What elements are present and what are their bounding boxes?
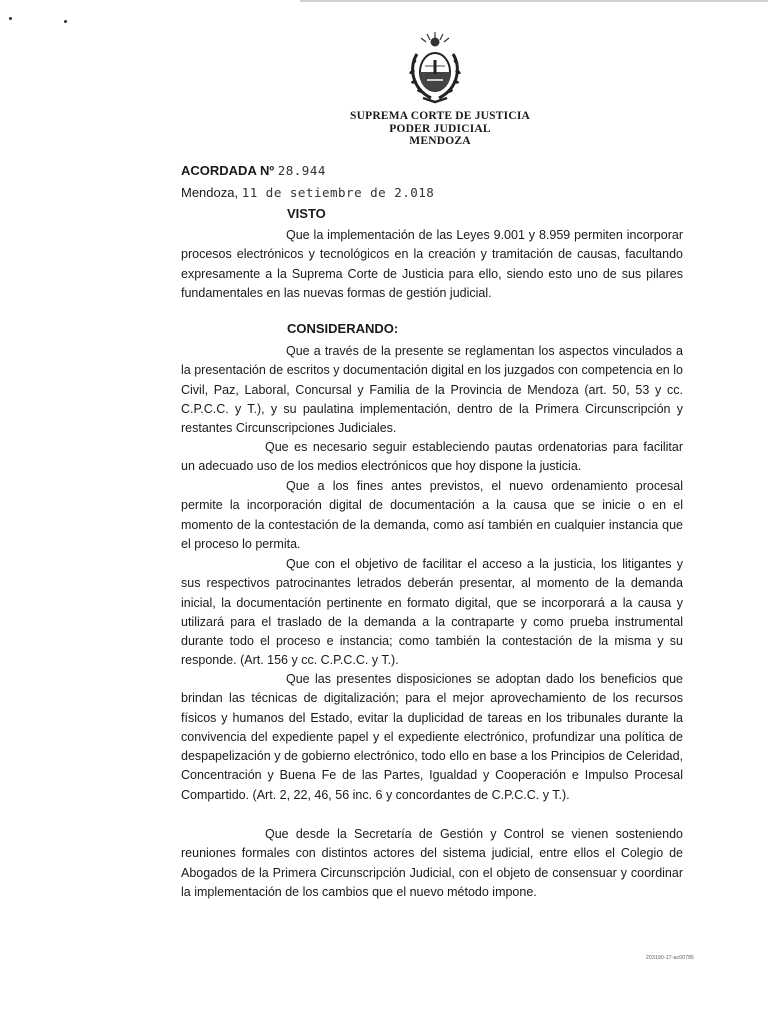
acordada-label: ACORDADA Nº [181, 163, 275, 178]
considerando-text: Que con el objetivo de facilitar el acceso a la justicia, los litigantes y sus respectivos patrocinantes letrados deberán presentar, al momento de la demanda inicial, la documentación pertinente en formato digital, que se incorporará a la causa y utilizará para el traslado de la demanda a la contraparte y como prueba instrumental durante todo el proceso e instancia; como también la contestación de la misma y su responde. (Art. 156 y cc. C.P.C.C. y T.). [181, 557, 683, 668]
date-line [181, 185, 434, 200]
coat-of-arms-icon [405, 30, 465, 106]
acordada-number: 28.944 [277, 163, 326, 178]
considerando-text: Que a través de la presente se reglamentan los aspectos vinculados a la presentación de escritos y documentación digital en los juzgados con competencia en lo Civil, Paz, Laboral, Concursal y Familia de la Provincia de Mendoza (art. 50, 53 y cc. C.P.C.C. y T.), y su paulatina implementación, dentro de la Primera Circunscripción y restantes Circunscripciones Judiciales. [181, 344, 683, 436]
considerando-paragraph [181, 438, 683, 477]
considerando-paragraph [181, 670, 683, 805]
visto-paragraph [181, 226, 683, 303]
considerando-paragraph [181, 477, 683, 554]
date-value: 11 de setiembre de 2.018 [241, 185, 435, 200]
considerando-paragraph [181, 342, 683, 438]
date-city: Mendoza, [181, 185, 239, 200]
document-code: 203190-17-ac00785 [646, 955, 695, 961]
considerando-text: Que a los fines antes previstos, el nuevo ordenamiento procesal permite la incorporación digital de documentación a la causa que se inicie o en el momento de la contestación de la demanda, como así también en cualquier instancia que el proceso lo permita. [181, 479, 683, 551]
considerando-paragraph [181, 825, 683, 902]
considerando-text: Que las presentes disposiciones se adoptan dado los beneficios que brindan las técnicas de digitalización; para el mejor aprovechamiento de los recursos físicos y humanos del Estado, evitar la duplicidad de tareas en los tribunales durante la convivencia del expediente papel y el expediente electrónico, profundizar una política de despapelización y de gobierno electrónico, todo ello en base a los Principios de Celeridad, Concentración y Buena Fe de las Partes, Igualdad y Cooperación e Impulso Procesal Compartido. (Art. 2, 22, 46, 56 inc. 6 y concordantes de C.P.C.C. y T.). [181, 672, 683, 802]
considerando-text: Que desde la Secretaría de Gestión y Control se vienen sosteniendo reuniones formales con distintos actores del sistema judicial, entre ellos el Colegio de Abogados de la Primera Circunscripción Judicial, con el objeto de consensuar y coordinar la implementación de los cambios que el nuevo método impone. [181, 827, 683, 899]
visto-heading: VISTO [287, 206, 326, 221]
scan-speck [9, 17, 12, 20]
considerando-paragraph [181, 555, 683, 671]
visto-text: Que la implementación de las Leyes 9.001 y 8.959 permiten incorporar procesos electrónicos y tecnológicos en la creación y tramitación de causas, facultando expresamente a la Suprema Corte de Justicia para ello, siendo esto uno de sus pilares fundamentales en las nuevas formas de gestión judicial. [181, 228, 683, 300]
institution-header [240, 110, 640, 148]
header-line-court: SUPREMA CORTE DE JUSTICIA [350, 110, 530, 122]
acordada-line [181, 163, 326, 178]
considerando-heading: CONSIDERANDO: [287, 321, 399, 336]
scan-top-edge [300, 0, 768, 2]
considerando-text: Que es necesario seguir estableciendo pautas ordenatorias para facilitar un adecuado uso de los medios electrónicos que hoy dispone la justicia. [181, 440, 683, 474]
header-line-judicial-power: PODER JUDICIAL [389, 122, 491, 135]
header-line-province: MENDOZA [409, 135, 471, 147]
scan-speck [64, 20, 67, 23]
